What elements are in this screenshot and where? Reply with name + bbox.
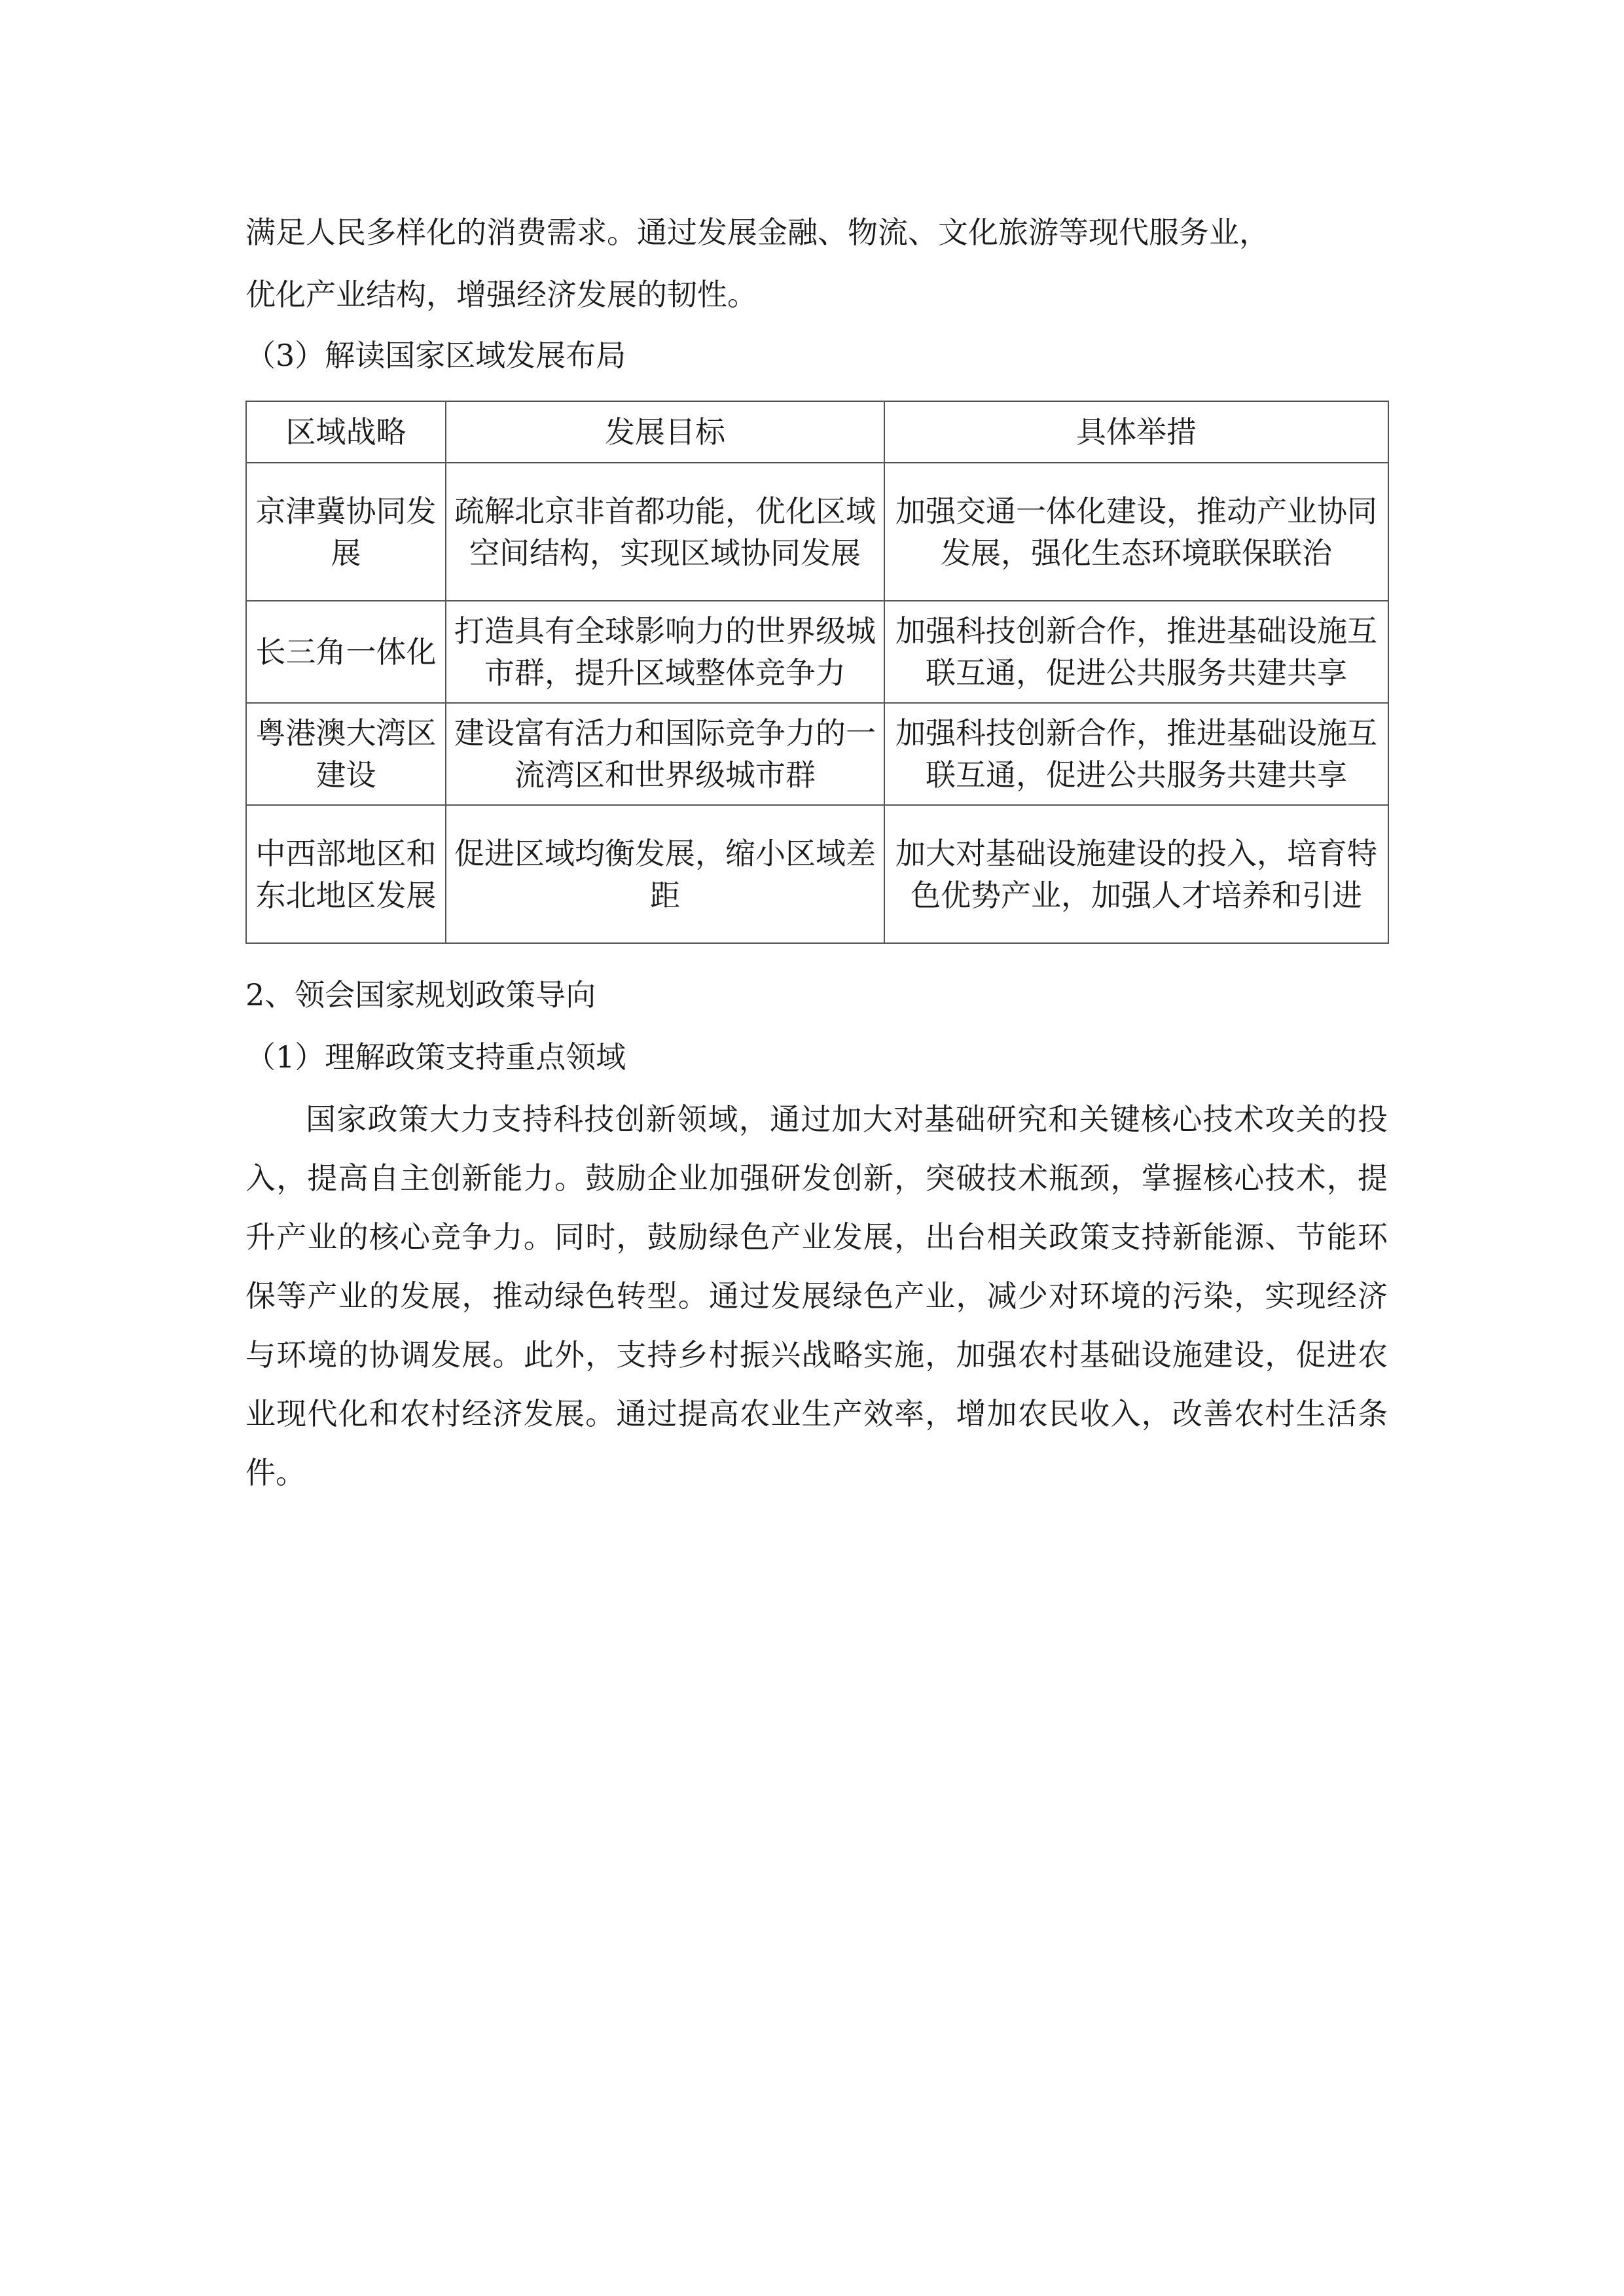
intro-line-2: 优化产业结构，增强经济发展的韧性。 [245,277,757,312]
section-3-heading: （3）解读国家区域发展布局 [245,338,626,373]
subsection-1-heading: （1）理解政策支持重点领域 [245,1039,626,1075]
table-cell-goal: 打造具有全球影响力的世界级城市群，提升区域整体竞争力 [446,601,884,703]
table-cell-goal: 促进区域均衡发展，缩小区域差距 [446,805,884,943]
regional-strategy-table [245,401,1389,944]
section-2-heading: 2、领会国家规划政策导向 [245,977,596,1013]
table-row [246,601,1388,703]
intro-line-1: 满足人民多样化的消费需求。通过发展金融、物流、文化旅游等现代服务业， [245,215,1269,250]
table-cell-strategy: 中西部地区和东北地区发展 [246,805,446,943]
table-cell-goal: 建设富有活力和国际竞争力的一流湾区和世界级城市群 [446,703,884,805]
table-cell-measures: 加强交通一体化建设，推动产业协同发展，强化生态环境联保联治 [884,463,1388,601]
table-row [246,805,1388,943]
table-cell-strategy: 粤港澳大湾区建设 [246,703,446,805]
header-region-strategy: 区域战略 [246,401,446,463]
table-cell-strategy: 京津冀协同发展 [246,463,446,601]
table-row [246,703,1388,805]
table-cell-strategy: 长三角一体化 [246,601,446,703]
header-development-goal: 发展目标 [446,401,884,463]
table-cell-measures: 加强科技创新合作，推进基础设施互联互通，促进公共服务共建共享 [884,703,1388,805]
table-cell-measures: 加强科技创新合作，推进基础设施互联互通，促进公共服务共建共享 [884,601,1388,703]
table-cell-measures: 加大对基础设施建设的投入，培育特色优势产业，加强人才培养和引进 [884,805,1388,943]
table-header-row [246,401,1388,463]
header-specific-measures: 具体举措 [884,401,1388,463]
table-cell-goal: 疏解北京非首都功能，优化区域空间结构，实现区域协同发展 [446,463,884,601]
table-row [246,463,1388,601]
policy-paragraph: 国家政策大力支持科技创新领域，通过加大对基础研究和关键核心技术攻关的投入，提高自主创新能力。鼓励企业加强研发创新，突破技术瓶颈，掌握核心技术，提升产业的核心竞争力。同时，鼓励绿色产业发展，出台相关政策支持新能源、节能环保等产业的发展，推动绿色转型。通过发展绿色产业，减少对环境的污染，实现经济与环境的协调发展。此外，支持乡村振兴战略实施，加强农村基础设施建设，促进农业现代化和农村经济发展。通过提高农业生产效率，增加农民收入，改善农村生活条件。 [245,1102,1388,1490]
